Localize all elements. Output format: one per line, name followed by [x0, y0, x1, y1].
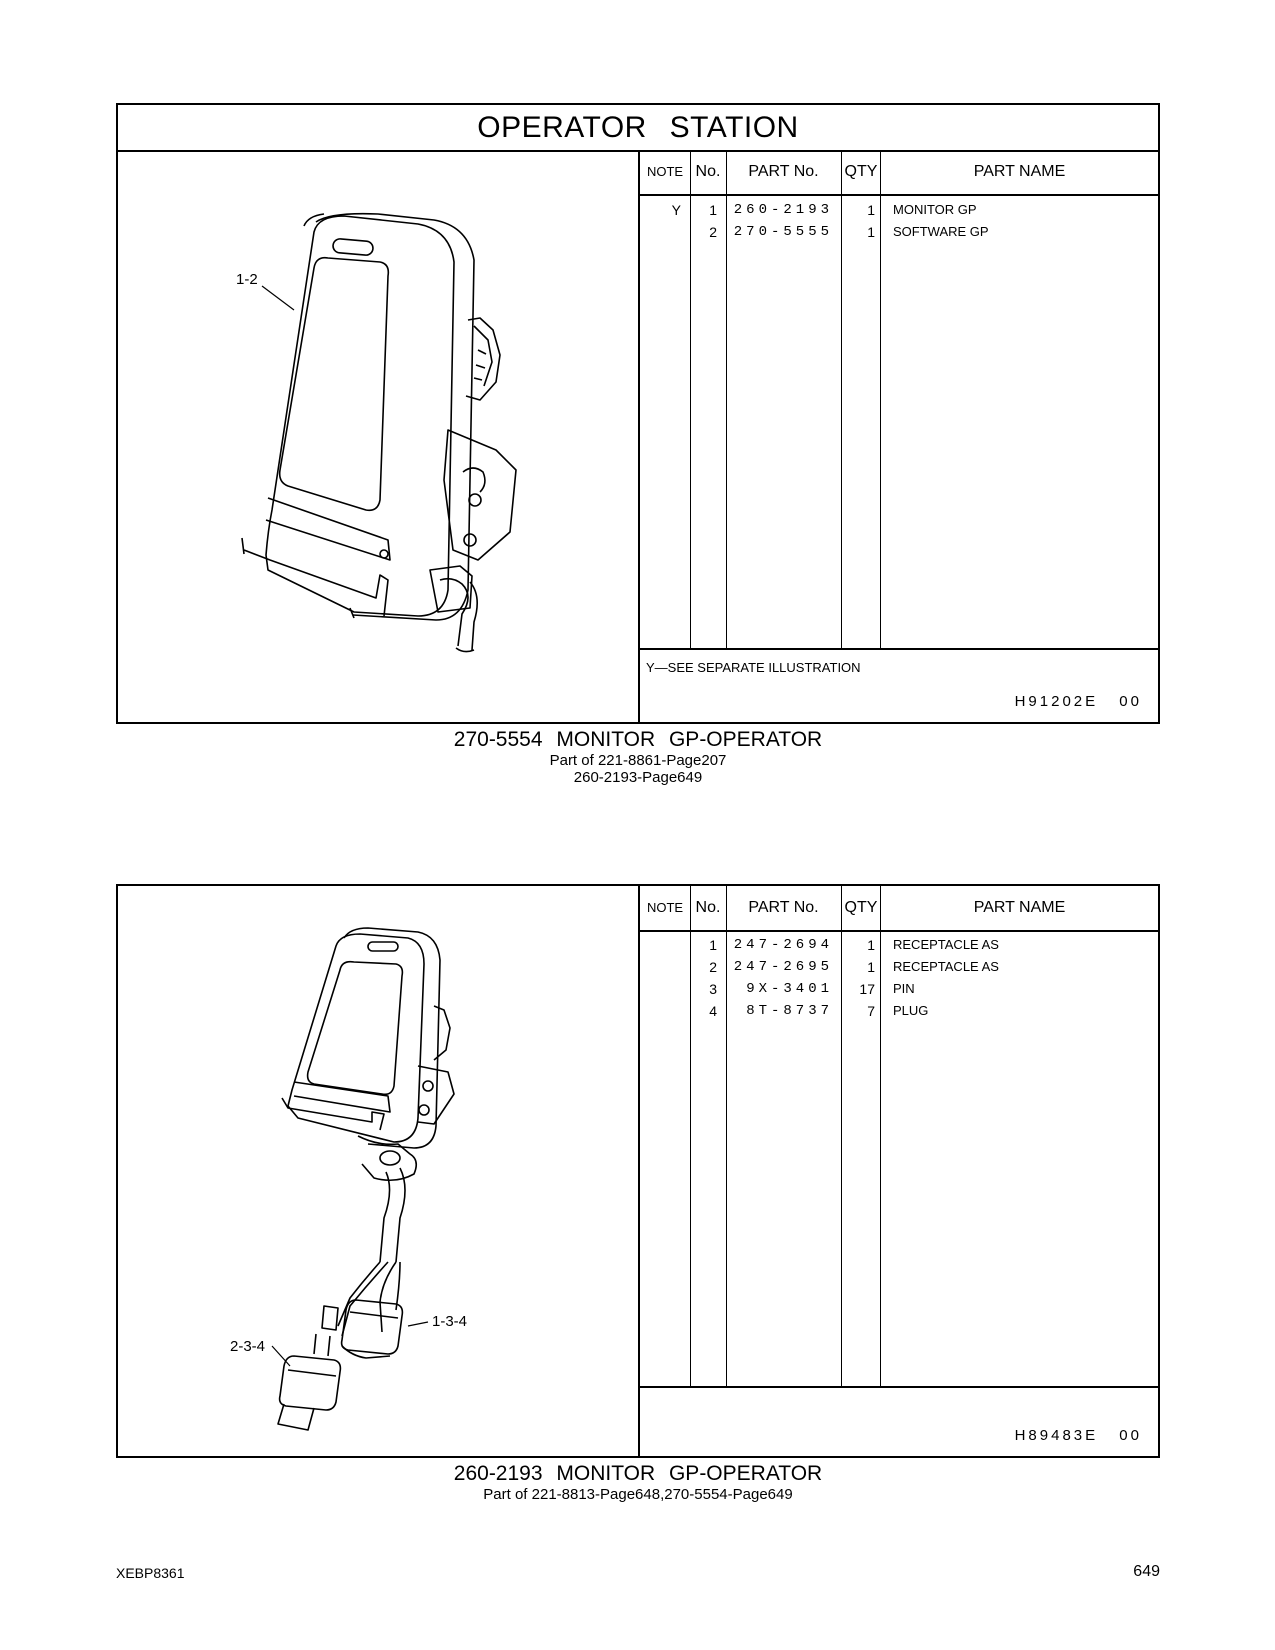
callout-1-3-4: 1-3-4 — [432, 1313, 468, 1330]
caption-title: 260-2193 MONITOR GP-OPERATOR — [453, 1462, 823, 1485]
page-number: 649 — [1133, 1563, 1160, 1580]
header-part-no: PART No. — [748, 899, 819, 916]
caption-title: 270-5554 MONITOR GP-OPERATOR — [453, 728, 823, 751]
cell-part-name: RECEPTACLE AS — [893, 959, 999, 974]
cell-qty: 7 — [867, 1003, 875, 1019]
cell-qty: 1 — [867, 224, 875, 240]
cell-no: 3 — [709, 981, 717, 997]
header-note: NOTE — [646, 164, 684, 179]
caption-section1 — [116, 728, 1160, 786]
parts-panel-monitor-gp — [116, 884, 1160, 1458]
table-header — [640, 150, 1158, 196]
cell-part-no: 270-5555 — [733, 224, 833, 240]
header-part-no: PART No. — [748, 163, 819, 180]
cell-part-name: PLUG — [893, 1003, 929, 1018]
monitor-illustration — [118, 150, 638, 724]
cell-part-name: SOFTWARE GP — [893, 224, 989, 239]
illustration-code: H89483E 00 — [1014, 1427, 1142, 1444]
cell-part-name: PIN — [893, 981, 915, 996]
cell-note — [640, 221, 690, 243]
cell-no: 1 — [709, 202, 717, 218]
cell-note — [640, 978, 690, 1000]
cell-note — [640, 1000, 690, 1022]
cell-note: Y — [671, 202, 681, 218]
table-body — [640, 196, 1158, 650]
header-part-name: PART NAME — [973, 899, 1066, 916]
cell-no: 2 — [709, 224, 717, 240]
cell-note — [640, 934, 690, 956]
cell-part-no: 8T-8737 — [746, 1003, 833, 1019]
cell-note — [640, 956, 690, 978]
cell-qty: 1 — [867, 937, 875, 953]
header-no: No. — [695, 899, 721, 916]
table-header — [640, 886, 1158, 932]
cell-part-name: MONITOR GP — [893, 202, 977, 217]
table-row — [640, 199, 1158, 221]
monitor-harness-illustration — [118, 886, 638, 1456]
table-row — [640, 1000, 1158, 1022]
caption-line: Part of 221-8861-Page207 — [549, 752, 727, 769]
cell-qty: 1 — [867, 959, 875, 975]
table-row — [640, 978, 1158, 1000]
illustration-monitor — [118, 150, 640, 722]
caption-line: Part of 221-8813-Page648,270-5554-Page649 — [483, 1486, 793, 1503]
cell-qty: 17 — [859, 981, 875, 997]
table-row — [640, 956, 1158, 978]
header-no: No. — [695, 163, 721, 180]
section-title: OPERATOR STATION — [118, 105, 1158, 152]
callout-2-3-4: 2-3-4 — [230, 1338, 266, 1355]
header-note: NOTE — [646, 900, 684, 915]
header-qty: QTY — [844, 899, 878, 916]
cell-no: 2 — [709, 959, 717, 975]
caption-section2 — [116, 1462, 1160, 1503]
parts-panel-operator-station — [116, 103, 1160, 724]
cell-no: 4 — [709, 1003, 717, 1019]
cell-part-name: RECEPTACLE AS — [893, 937, 999, 952]
document-reference: XEBP8361 — [116, 1565, 185, 1581]
caption-line: 260-2193-Page649 — [573, 769, 703, 786]
table-row — [640, 934, 1158, 956]
header-qty: QTY — [844, 163, 878, 180]
illustration-monitor-harness — [118, 886, 640, 1456]
cell-part-no: 247-2694 — [733, 937, 833, 953]
footnote: Y—SEE SEPARATE ILLUSTRATION — [646, 660, 861, 675]
callout-1-2: 1-2 — [236, 271, 258, 288]
cell-part-no: 260-2193 — [733, 202, 833, 218]
parts-table — [640, 150, 1158, 722]
cell-qty: 1 — [867, 202, 875, 218]
table-row — [640, 221, 1158, 243]
header-part-name: PART NAME — [973, 163, 1066, 180]
parts-table — [640, 886, 1158, 1456]
illustration-code: H91202E 00 — [1014, 693, 1142, 710]
table-body — [640, 932, 1158, 1388]
cell-part-no: 9X-3401 — [746, 981, 833, 997]
cell-no: 1 — [709, 937, 717, 953]
cell-part-no: 247-2695 — [733, 959, 833, 975]
